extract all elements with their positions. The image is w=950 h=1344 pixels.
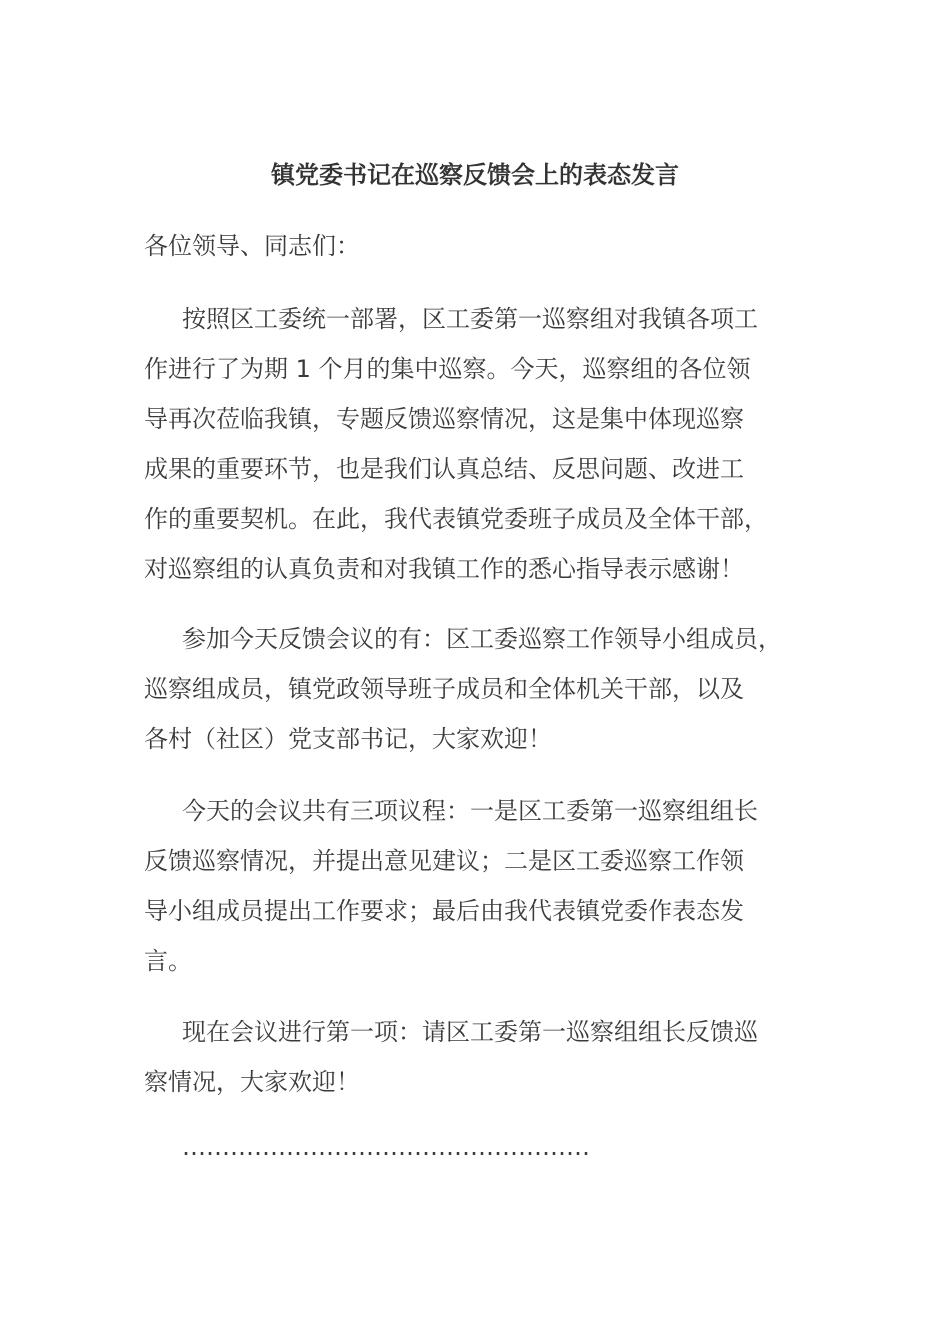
paragraph-acknowledgement xyxy=(144,294,824,594)
salutation: 各位领导、同志们： xyxy=(144,232,360,260)
paragraph-line: 导小组成员提出工作要求；最后由我代表镇党委作表态发 xyxy=(144,897,744,925)
paragraph-line: 言。 xyxy=(144,947,192,975)
paragraph-line: 巡察组成员，镇党政领导班子成员和全体机关干部，以及 xyxy=(144,675,744,703)
paragraph-attendees xyxy=(144,614,824,764)
page-title: 镇党委书记在巡察反馈会上的表态发言 xyxy=(271,161,679,189)
paragraph-line: 今天的会议共有三项议程：一是区工委第一巡察组组长 xyxy=(182,797,758,825)
paragraph-line: 导再次莅临我镇，专题反馈巡察情况，这是集中体现巡察 xyxy=(144,405,744,433)
paragraph-first-item xyxy=(144,1007,824,1107)
paragraph-line: 作的重要契机。在此，我代表镇党委班子成员及全体干部， xyxy=(144,505,768,533)
ellipsis-line: …………………………………………… xyxy=(182,1133,590,1161)
paragraph-line: 对巡察组的认真负责和对我镇工作的悉心指导表示感谢！ xyxy=(144,555,744,583)
paragraph-line: 反馈巡察情况，并提出意见建议；二是区工委巡察工作领 xyxy=(144,847,744,875)
paragraph-line: 参加今天反馈会议的有：区工委巡察工作领导小组成员， xyxy=(182,625,782,653)
paragraph-line: 成果的重要环节，也是我们认真总结、反思问题、改进工 xyxy=(144,455,744,483)
paragraph-line: 各村（社区）党支部书记，大家欢迎！ xyxy=(144,725,552,753)
paragraph-line: 现在会议进行第一项：请区工委第一巡察组组长反馈巡 xyxy=(182,1018,758,1046)
paragraph-line: 按照区工委统一部署，区工委第一巡察组对我镇各项工 xyxy=(182,305,758,333)
paragraph-agenda xyxy=(144,786,824,986)
paragraph-line: 察情况，大家欢迎！ xyxy=(144,1068,360,1096)
paragraph-line: 作进行了为期 1 个月的集中巡察。今天，巡察组的各位领 xyxy=(144,355,751,383)
